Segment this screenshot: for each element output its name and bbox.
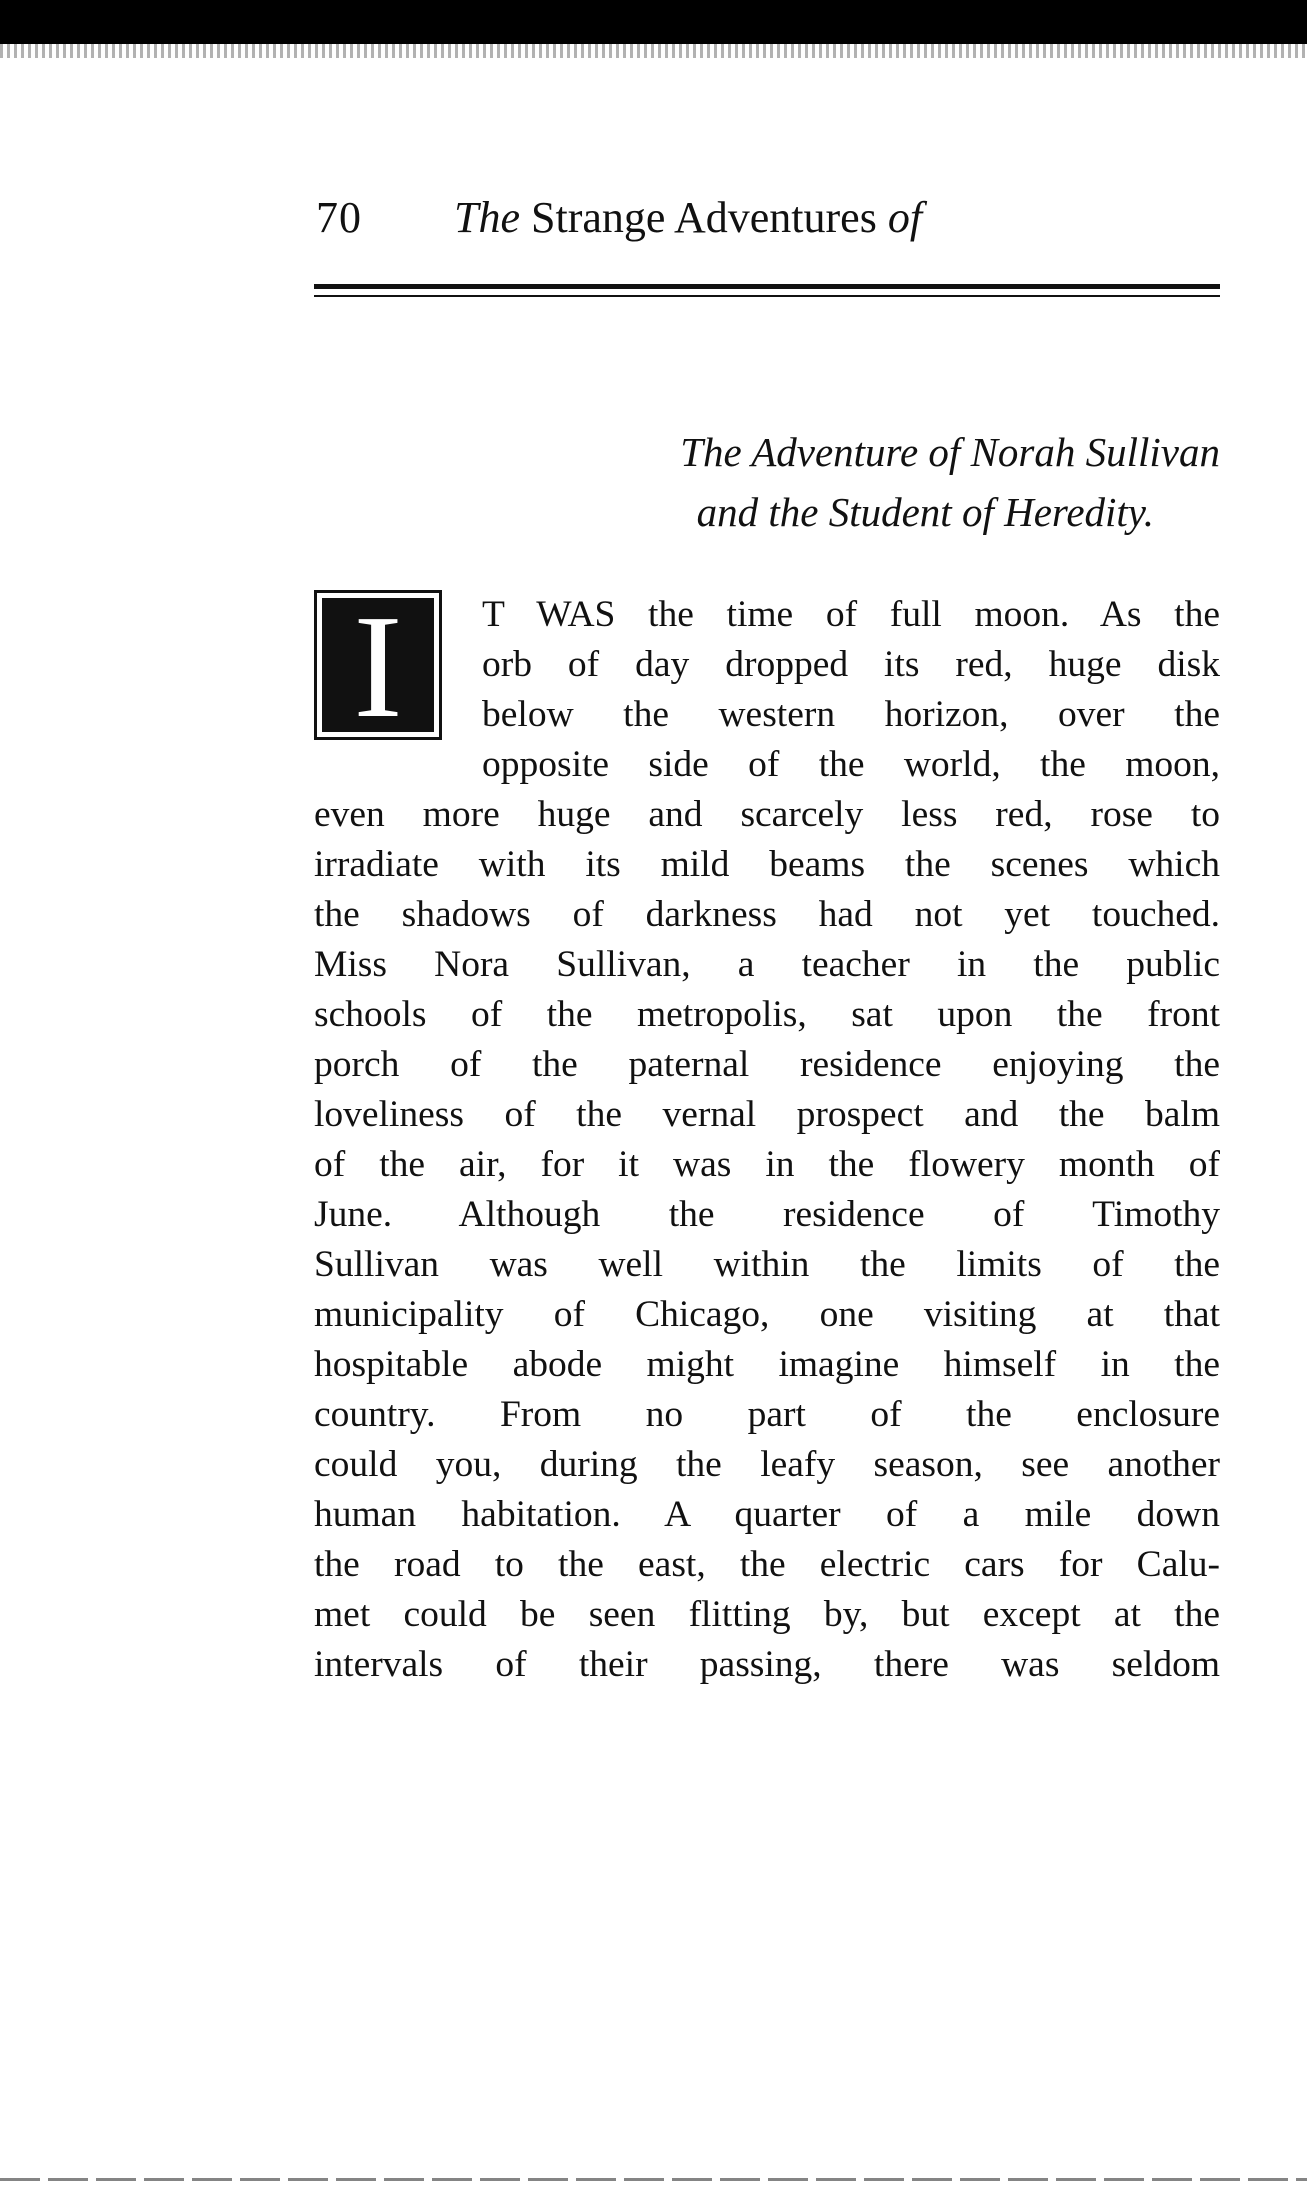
body-line: orb of day dropped its red, huge disk [482, 644, 1220, 685]
body-line: schools of the metropolis, sat upon the front [314, 994, 1220, 1035]
body-line: country. From no part of the enclosure [314, 1394, 1220, 1435]
page-number: 70 [316, 193, 362, 242]
running-title-the: The [454, 193, 520, 242]
body-line: June. Although the residence of Timothy [314, 1194, 1220, 1235]
body-line: could you, during the leafy season, see another [314, 1444, 1220, 1485]
body-line: hospitable abode might imagine himself in the [314, 1344, 1220, 1385]
scan-top-border [0, 0, 1307, 44]
book-page [314, 190, 1220, 1685]
body-line: opposite side of the world, the moon, [482, 744, 1220, 785]
body-line: even more huge and scarcely less red, rose to [314, 794, 1220, 835]
running-head [314, 190, 1220, 260]
story-title-line-2: and the Student of Heredity. [696, 489, 1154, 535]
scan-bottom-edge [0, 2178, 1307, 2181]
body-line: the shadows of darkness had not yet touched. [314, 894, 1220, 935]
body-line: the road to the east, the electric cars for Calu- [314, 1544, 1220, 1585]
body-line: T WAS the time of full moon. As the [482, 594, 1220, 635]
running-title-main: Strange Adventures [531, 193, 877, 242]
body-line: below the western horizon, over the [482, 694, 1220, 735]
story-title [314, 422, 1220, 542]
drop-cap-letter: I [353, 585, 403, 749]
body-line: Sullivan was well within the limits of the [314, 1244, 1220, 1285]
running-title-of: of [887, 193, 923, 242]
running-title [454, 192, 922, 243]
body-line: porch of the paternal residence enjoying the [314, 1044, 1220, 1085]
header-rule-thick [314, 284, 1220, 289]
story-title-line-1: The Adventure of Norah Sullivan [680, 429, 1220, 475]
body-line: Miss Nora Sullivan, a teacher in the public [314, 944, 1220, 985]
body-paragraph [314, 585, 1220, 1690]
body-line: intervals of their passing, there was seldom [314, 1644, 1220, 1685]
header-rule-thin [314, 295, 1220, 297]
body-line: loveliness of the vernal prospect and the balm [314, 1094, 1220, 1135]
body-line: human habitation. A quarter of a mile down [314, 1494, 1220, 1535]
body-line: irradiate with its mild beams the scenes which [314, 844, 1220, 885]
body-line: municipality of Chicago, one visiting at that [314, 1294, 1220, 1335]
body-line: of the air, for it was in the flowery month of [314, 1144, 1220, 1185]
body-line: met could be seen flitting by, but except at the [314, 1594, 1220, 1635]
scan-edge-noise [0, 44, 1307, 58]
